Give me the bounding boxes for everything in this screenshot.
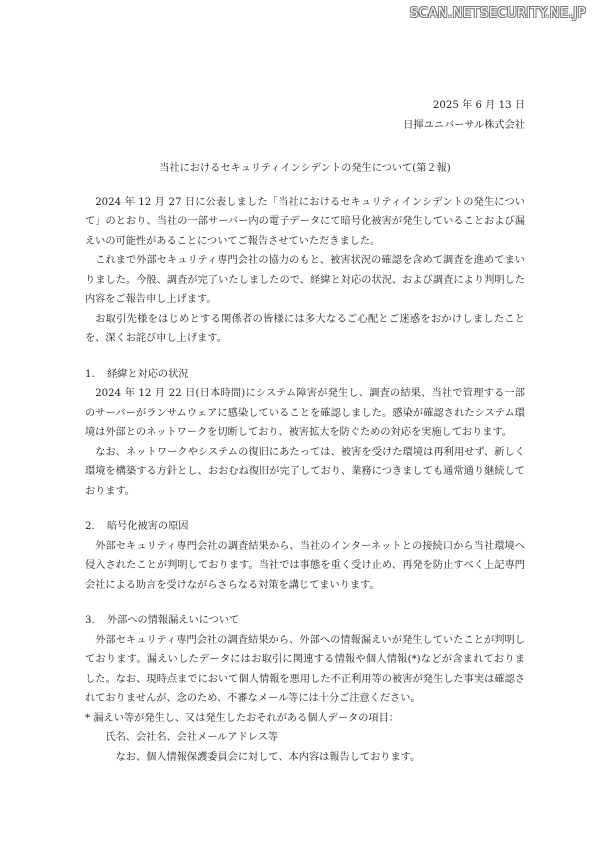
section-paragraph: 2024 年 12 月 22 日(日本時間)にシステム障害が発生し、調査の結果、当社で管理する一部のサーバーがランサムウェアに感染していることを確認しました。感染が確認されたシステム環境は外部とのネットワークを切断しており、被害拡大を防ぐための対応を実施しております。 [85,388,525,438]
document-body [85,96,525,767]
section-title: 外部への情報漏えいについて [107,615,240,626]
intro-paragraph-2: これまで外部セキュリティ専門会社の協力のもと、被害状況の確認を含めて調査を進めてまいりました。今般、調査が完了いたしましたので、経緯と対応の状況、および調査により判明した内容をご報告申し上げます。 [85,255,525,305]
note-after: なお、個人情報保護委員会に対して、本内容は報告しております。 [115,751,421,763]
company-name: 日揮ユニバーサル株式会社 [403,119,525,131]
intro-paragraph-1: 2024 年 12 月 27 日に公表しました「当社におけるセキュリティインシデントの発生について」のとおり、当社の一部サーバー内の電子データにて暗号化被害が発生していることおよび漏えいの可能性があることについてご報告させていただきました。 [85,196,525,247]
section-title: 経緯と対応の状況 [107,368,189,380]
note-label: * 漏えい等が発生し、又は発生したおそれがある個人データの項目： [85,712,399,724]
section-2 [85,517,525,595]
section-heading [85,365,525,385]
section-1 [85,365,525,502]
section-number: 2. [85,521,95,532]
section-paragraph: なお、ネットワークやシステムの復旧にあたっては、被害を受けた環境は再利用せず、新しく環境を構築する方針とし、おおむね復旧が完了しており、業務につきましても通常通り継続しております。 [85,446,525,497]
section-paragraph: 外部セキュリティ専門会社の調査結果から、当社のインターネットとの接続口から当社環境へ侵入されたことが判明しております。当社では事態を重く受け止め、再発を防止すべく上記専門会社による助言を受けながらさらなる対策を講じてまいります。 [85,540,525,591]
section-3 [85,611,525,709]
section-heading [85,611,525,631]
section-number: 3. [85,615,95,626]
note-item: 氏名、会社名、会社メールアドレス等 [105,732,279,743]
section-paragraph: 外部セキュリティ専門会社の調査結果から、外部への情報漏えいが発生していたことが判明しております。漏えいしたデータにはお取引に関連する情報や個人情報(*)などが含まれておりました。なお、現時点までにおいて個人情報を悪用した不正利用等の被害が発生した事実は確認されておりませんが、念のため、不審なメール等には十分ご注意ください。 [85,634,525,704]
document-title: 当社におけるセキュリティインシデントの発生について(第２報) [159,163,451,174]
section-heading [85,517,525,537]
section-number: 1. [85,368,95,380]
document-date: 2025 年 6 月 13 日 [432,100,525,111]
section-title: 暗号化被害の原因 [107,521,189,532]
site-watermark: SCAN.NETSECURITY.NE.JP [409,6,586,21]
intro-paragraph-3: お取引先様をはじめとする関係者の皆様には多大なるご心配とご迷惑をおかけしましたことを、深くお詫び申し上げます。 [85,313,525,344]
